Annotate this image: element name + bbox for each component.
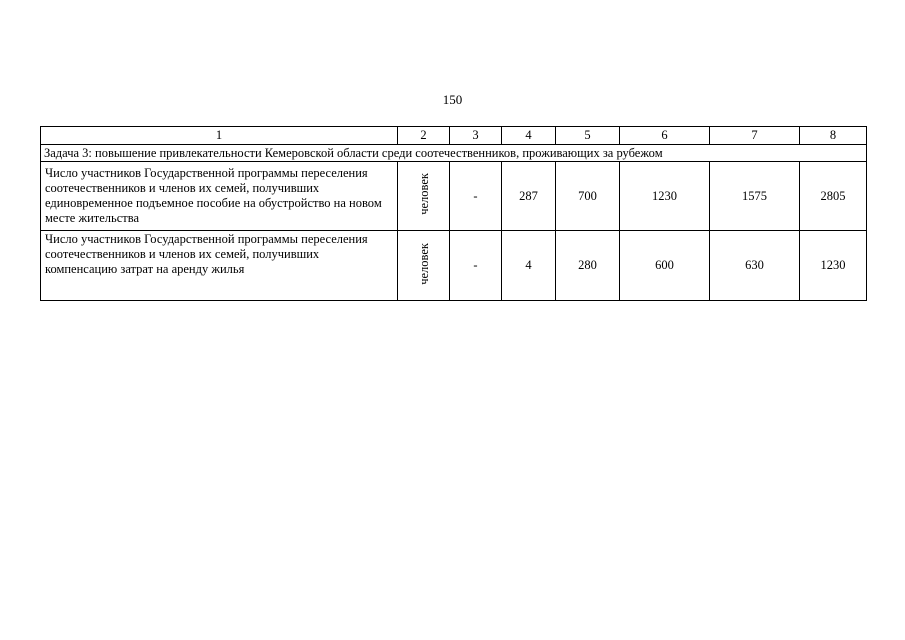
value-cell: 2805 (800, 162, 867, 231)
task-row (41, 145, 867, 162)
value-cell: 4 (502, 231, 556, 301)
value-cell: 700 (556, 162, 620, 231)
table-row (41, 162, 867, 231)
column-header: 3 (450, 127, 502, 145)
table-row (41, 231, 867, 301)
column-header: 5 (556, 127, 620, 145)
page-number: 150 (442, 92, 463, 107)
column-header: 1 (41, 127, 398, 145)
unit-label: человек (416, 242, 431, 285)
value-cell: 630 (710, 231, 800, 301)
column-number-header-row (41, 127, 867, 145)
indicator-name: Число участников Государственной программы переселения соотечественников и членов их семей, получивших единовременное подъемное пособие на обустройство на новом месте жительства (41, 162, 398, 231)
value-cell: 1230 (620, 162, 710, 231)
value-cell: 280 (556, 231, 620, 301)
indicators-table (40, 126, 867, 301)
unit-cell (398, 231, 450, 301)
indicator-name: Число участников Государственной программы переселения соотечественников и членов их семей, получивших компенсацию затрат на аренду жилья (41, 231, 398, 301)
unit-label: человек (416, 173, 431, 215)
column-header: 2 (398, 127, 450, 145)
value-cell: 1230 (800, 231, 867, 301)
unit-cell (398, 162, 450, 231)
column-header: 7 (710, 127, 800, 145)
value-cell: - (450, 231, 502, 301)
task-title: Задача 3: повышение привлекательности Кемеровской области среди соотечественников, проживающих за рубежом (41, 145, 867, 162)
value-cell: 600 (620, 231, 710, 301)
value-cell: - (450, 162, 502, 231)
value-cell: 287 (502, 162, 556, 231)
value-cell: 1575 (710, 162, 800, 231)
column-header: 8 (800, 127, 867, 145)
column-header: 6 (620, 127, 710, 145)
column-header: 4 (502, 127, 556, 145)
